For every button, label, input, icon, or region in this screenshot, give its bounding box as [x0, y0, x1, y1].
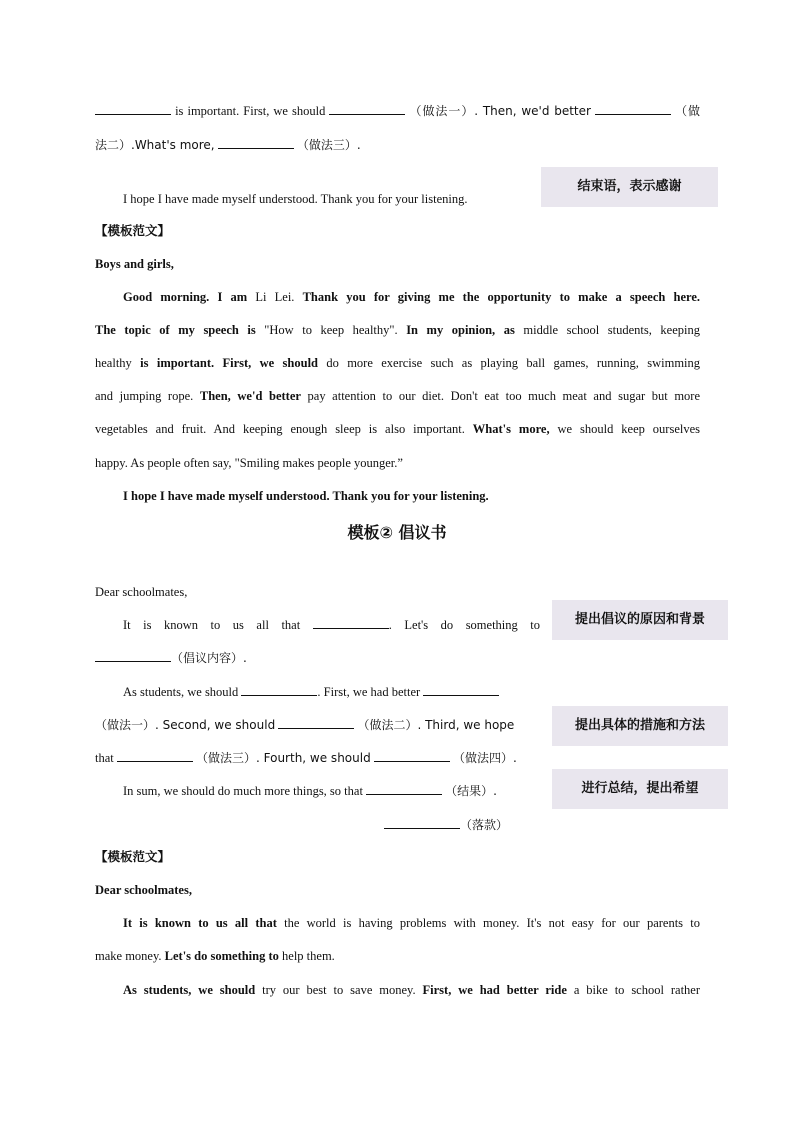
sample1-line2: The topic of my speech is "How to keep healthy". In my opinion, as middle school students, keeping	[95, 323, 701, 337]
template2-line1: It is known to us all that . Let's do something to	[123, 618, 541, 632]
blank[interactable]	[95, 103, 171, 115]
reason-tag: 提出倡议的原因和背景	[552, 600, 728, 640]
template1-line2: 法二）.What's more, （做法三）.	[95, 138, 361, 152]
template2-line7: （落款）	[384, 817, 584, 833]
template1-line1: is important. First, we should （做法一）. Then, we'd better （做	[95, 103, 700, 119]
blank[interactable]	[218, 137, 294, 149]
sample1-line1: Good morning. I am Li Lei. Thank you for giving me the opportunity to make a speech here.	[123, 290, 701, 304]
blank[interactable]	[595, 103, 671, 115]
blank[interactable]	[366, 783, 442, 795]
measures-tag: 提出具体的措施和方法	[552, 706, 728, 746]
sample1-line4: and jumping rope. Then, we'd better pay attention to our diet. Don't eat too much meat and sugar but more	[95, 389, 701, 403]
template2-line2: （倡议内容）.	[95, 650, 700, 666]
blank[interactable]	[374, 750, 450, 762]
template1-closing: I hope I have made myself understood. Thank you for your listening.	[123, 192, 468, 206]
sample2-heading: 【模板范文】	[95, 849, 171, 864]
template2-title: 模板② 倡议书	[347, 523, 447, 542]
sample1-heading: 【模板范文】	[95, 223, 171, 238]
sample1-line5: vegetables and fruit. And keeping enough sleep is also important. What's more, we should keep ourselves	[95, 422, 701, 436]
template2-line3: As students, we should . First, we had better	[123, 684, 540, 700]
blank[interactable]	[241, 684, 317, 696]
sample2-line1: It is known to us all that the world is having problems with money. It's not easy for our parents to	[123, 916, 700, 930]
template2-line6: In sum, we should do much more things, so that （结果）.	[123, 784, 497, 798]
sample1-closing: I hope I have made myself understood. Thank you for your listening.	[123, 489, 489, 503]
summary-tag: 进行总结，提出希望	[552, 769, 728, 809]
template2-line4: （做法一）. Second, we should （做法二）. Third, we hope	[95, 718, 515, 732]
template2-greeting: Dear schoolmates,	[95, 585, 188, 599]
blank[interactable]	[329, 103, 405, 115]
sample2-line2: make money. Let's do something to help them.	[95, 949, 335, 963]
sample2-line3: As students, we should try our best to save money. First, we had better ride a bike to school rather	[123, 983, 701, 997]
blank[interactable]	[278, 717, 354, 729]
closing-tag: 结束语，表示感谢	[541, 167, 718, 207]
blank[interactable]	[95, 650, 171, 662]
template2-line5: that （做法三）. Fourth, we should （做法四）.	[95, 751, 517, 765]
sample1-greeting: Boys and girls,	[95, 257, 174, 271]
sample2-greeting: Dear schoolmates,	[95, 883, 192, 897]
blank[interactable]	[384, 817, 460, 829]
sample1-line6: happy. As people often say, "Smiling makes people younger.”	[95, 456, 403, 470]
blank[interactable]	[313, 617, 389, 629]
sample1-line3: healthy is important. First, we should do more exercise such as playing ball games, running, swimming	[95, 356, 701, 370]
blank[interactable]	[117, 750, 193, 762]
blank[interactable]	[423, 684, 499, 696]
